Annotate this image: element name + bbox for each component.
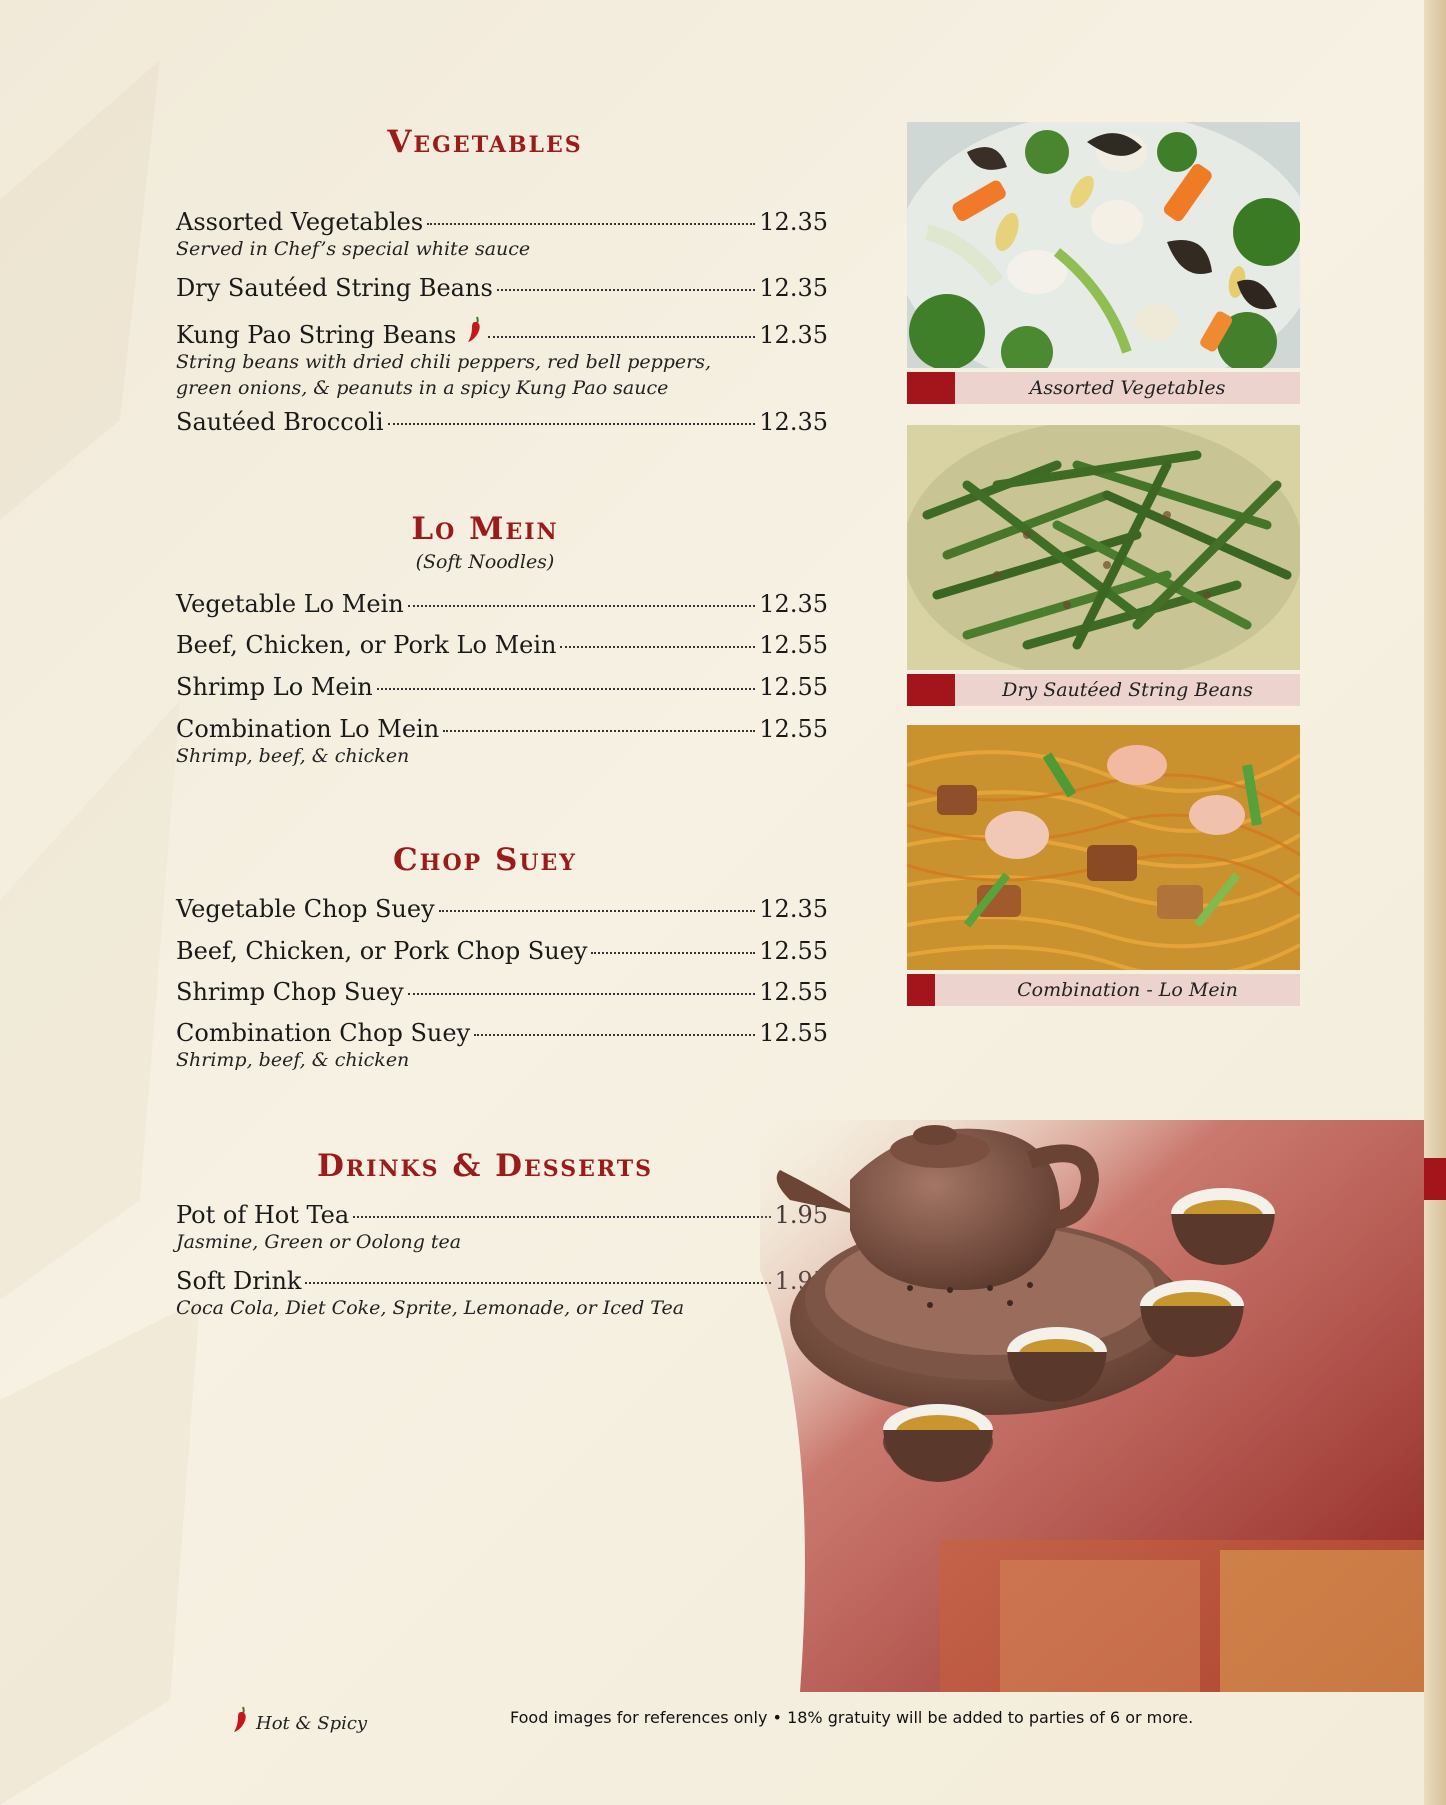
menu-item [176,673,828,701]
item-name: Vegetable Lo Mein [176,590,404,618]
item-price: 12.55 [759,631,828,659]
food-photo [907,425,1300,670]
item-name: Assorted Vegetables [176,208,424,236]
photo-string-beans [907,425,1300,706]
menu-item [176,315,828,401]
item-name: Combination Lo Mein [176,715,440,743]
menu-item [176,590,828,618]
item-price: 12.55 [759,1019,828,1047]
dot-leader [439,910,756,912]
photo-caption [907,674,1300,706]
menu-item [176,978,828,1006]
menu-item [176,895,828,923]
item-name: Beef, Chicken, or Pork Lo Mein [176,631,557,659]
caption-marker [907,372,955,404]
item-price: 12.35 [759,274,828,302]
caption-marker [907,974,935,1006]
menu-item [176,1019,828,1073]
item-name: Kung Pao String Beans [176,321,457,349]
photo-caption [907,974,1300,1006]
dot-leader [560,646,755,648]
menu-item [176,937,828,965]
dot-leader [377,688,756,690]
section-title-drinks: Drinks & Desserts [316,1148,653,1184]
menu-item [176,274,828,302]
item-price: 12.55 [759,978,828,1006]
caption-text: Assorted Vegetables [1029,377,1226,399]
item-price: 12.35 [759,321,828,349]
item-price: 12.35 [759,590,828,618]
dot-leader [388,423,756,425]
item-description: Jasmine, Green or Oolong tea [176,1231,462,1253]
dot-leader [305,1282,770,1284]
dot-leader [427,223,755,225]
item-name: Sautéed Broccoli [176,408,384,436]
item-description: Shrimp, beef, & chicken [176,1049,410,1071]
item-name: Combination Chop Suey [176,1019,471,1047]
caption-text: Combination - Lo Mein [1017,979,1238,1001]
caption-marker [907,674,955,706]
caption-text: Dry Sautéed String Beans [1002,679,1253,701]
page-edge-tab [1424,1158,1446,1200]
menu-item [176,208,828,262]
item-description: Served in Chef’s special white sauce [176,238,531,260]
item-price: 12.35 [759,408,828,436]
item-name: Shrimp Chop Suey [176,978,404,1006]
photo-lo-mein [907,725,1300,1006]
menu-item [176,1201,828,1255]
dot-leader [408,605,756,607]
chili-pepper-icon [466,315,484,343]
chili-pepper-icon [232,1705,250,1733]
section-title-lomein: Lo Mein [411,511,559,547]
spicy-legend [232,1705,367,1734]
item-name: Soft Drink [176,1267,302,1295]
dot-leader [443,730,755,732]
photo-caption [907,372,1300,404]
item-price: 12.55 [759,937,828,965]
footer-note: Food images for references only • 18% gratuity will be added to parties of 6 or more. [510,1708,1194,1727]
item-name: Beef, Chicken, or Pork Chop Suey [176,937,588,965]
item-price: 12.35 [759,208,828,236]
section-subtitle-lomein: (Soft Noodles) [415,551,555,573]
dot-leader [591,952,755,954]
item-name: Dry Sautéed String Beans [176,274,493,302]
food-photo [907,725,1300,970]
menu-item [176,631,828,659]
item-name: Shrimp Lo Mein [176,673,373,701]
menu-item [176,408,828,436]
item-description: Shrimp, beef, & chicken [176,745,410,767]
item-name: Pot of Hot Tea [176,1201,350,1229]
item-description: Coca Cola, Diet Coke, Sprite, Lemonade, or Iced Tea [176,1297,685,1319]
item-name: Vegetable Chop Suey [176,895,435,923]
item-price: 12.35 [759,895,828,923]
dot-leader [353,1216,770,1218]
section-title-chopsuey: Chop Suey [392,842,577,878]
page-edge [1424,0,1446,1805]
tea-set-photo [760,1120,1424,1692]
dot-leader [474,1034,755,1036]
section-title-vegetables: Vegetables [387,124,583,160]
spicy-legend-label: Hot & Spicy [256,1713,368,1734]
dot-leader [497,289,756,291]
menu-item [176,1267,828,1321]
item-description: String beans with dried chili peppers, red bell peppers, [176,351,712,373]
item-description: green onions, & peanuts in a spicy Kung Pao sauce [176,377,669,399]
item-price: 12.55 [759,673,828,701]
dot-leader [488,336,755,338]
dot-leader [408,993,756,995]
menu-item [176,715,828,769]
food-photo [907,122,1300,368]
item-price: 12.55 [759,715,828,743]
photo-assorted-vegetables [907,122,1300,404]
